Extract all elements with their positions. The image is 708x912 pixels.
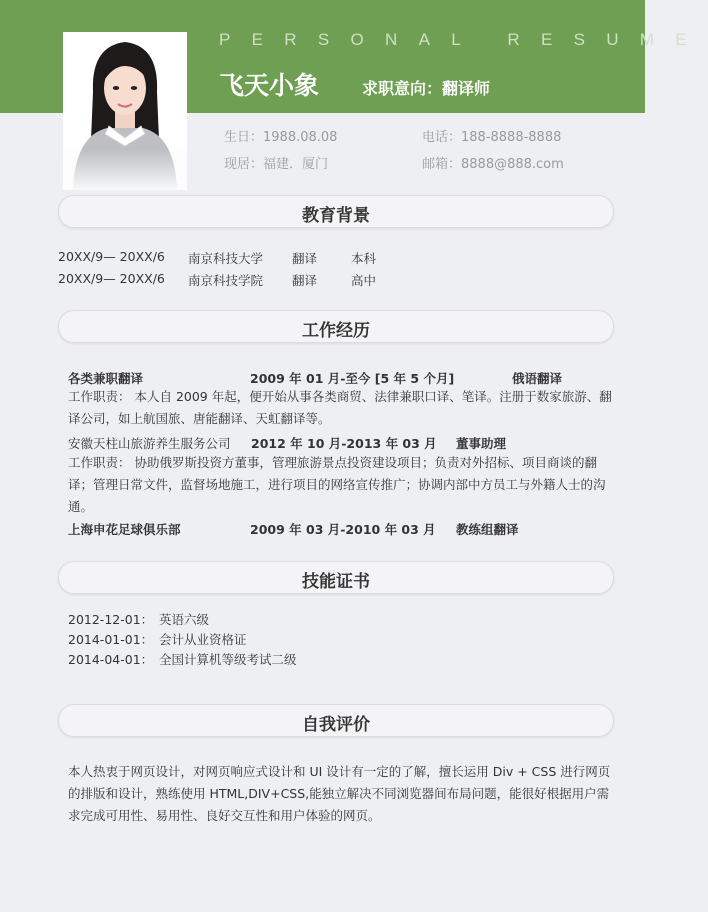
phone-number: 电话：188-8888-8888 [422, 130, 562, 145]
job-description: 工作职责： 协助俄罗斯投资方董事，管理旅游景点投资建设项目；负责对外招标、项目商谈的翻译；管理日常文件，监督场地施工，进行项目的网络宣传推广；协调内部中方员工与外籍人士的沟通。 [68, 455, 606, 514]
resume-tagline: PERSONAL RESUME [219, 30, 708, 49]
education-major: 翻译 [292, 251, 318, 266]
job-position: 俄语翻译 [512, 371, 563, 386]
education-period: 20XX/9— 20XX/6 [58, 249, 165, 264]
job-position: 董事助理 [456, 436, 507, 451]
skill-name: 会计从业资格证 [159, 632, 247, 647]
portrait-image [63, 32, 187, 190]
job-period: 2012 年 10 月-2013 年 03 月 [251, 436, 437, 451]
skills-section-bar [58, 561, 614, 594]
job-description: 工作职责： 本人自 2009 年起，便开始从事各类商贸、法律兼职口译、笔译。注册于数家旅游、翻译公司，如上航国旅、唐能翻译、天虹翻译等。 [68, 389, 612, 426]
education-major: 翻译 [292, 273, 318, 288]
education-period: 20XX/9— 20XX/6 [58, 271, 165, 286]
skill-date: 2014-04-01： [68, 652, 154, 667]
profile-photo [63, 32, 187, 190]
job-period: 2009 年 01 月-至今 [5 年 5 个月] [250, 371, 455, 386]
self-eval-title: 自我评价 [302, 715, 370, 735]
email-address: 邮箱：8888@888.com [422, 157, 564, 172]
birth-date: 生日：1988.08.08 [224, 130, 338, 145]
residence: 现居：福建．厦门 [224, 157, 329, 172]
skill-date: 2014-01-01： [68, 632, 154, 647]
education-school: 南京科技大学 [188, 251, 264, 266]
skills-title: 技能证书 [302, 572, 370, 592]
self-eval-section-bar [58, 704, 614, 737]
skill-date: 2012-12-01： [68, 612, 154, 627]
job-company: 上海申花足球俱乐部 [68, 522, 181, 537]
self-eval-text: 本人热衷于网页设计，对网页响应式设计和 UI 设计有一定的了解，擅长运用 Div + CSS 进行网页的排版和设计，熟练使用 HTML,DIV+CSS,能独立解决不同浏览器间布局问题，能很好根据用户需求完成可用性、易用性、良好交互性和用户体验的网页。 [68, 764, 611, 823]
work-section-bar [58, 310, 614, 343]
education-degree: 高中 [351, 273, 377, 288]
work-title: 工作经历 [302, 321, 370, 341]
education-title: 教育背景 [302, 206, 370, 226]
job-position: 教练组翻译 [456, 522, 519, 537]
skill-name: 英语六级 [159, 612, 210, 627]
job-objective: 求职意向：翻译师 [362, 79, 491, 98]
skill-name: 全国计算机等级考试二级 [159, 652, 297, 667]
job-company: 安徽天柱山旅游养生服务公司 [68, 436, 231, 451]
education-degree: 本科 [351, 251, 377, 266]
education-section-bar [58, 195, 614, 228]
job-company: 各类兼职翻译 [68, 371, 144, 386]
education-school: 南京科技学院 [188, 273, 264, 288]
job-period: 2009 年 03 月-2010 年 03 月 [250, 522, 436, 537]
candidate-name: 飞天小象 [219, 71, 320, 100]
